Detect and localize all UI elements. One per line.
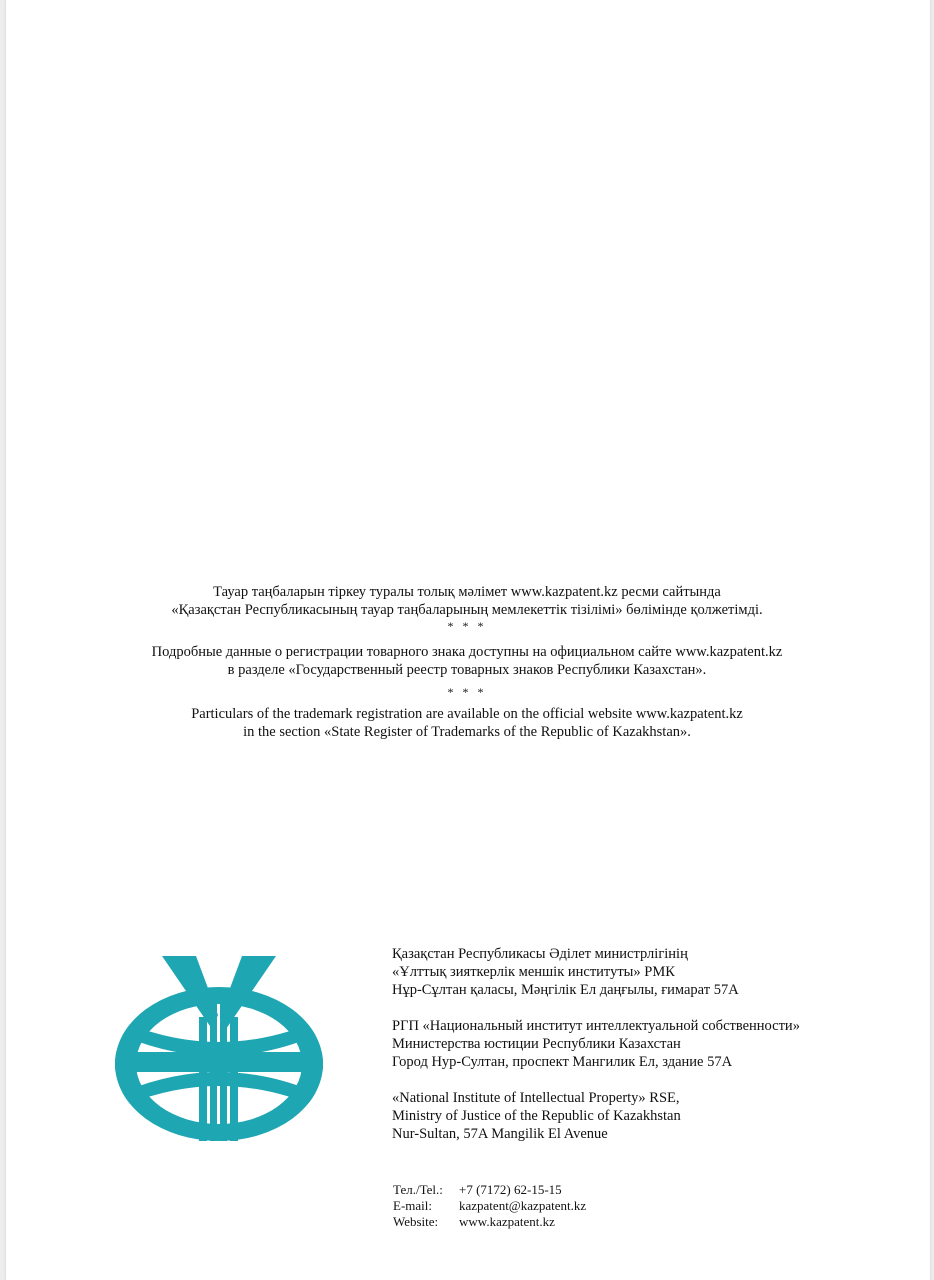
address-en-line-3: Nur-Sultan, 57A Mangilik El Avenue xyxy=(392,1126,608,1142)
notice-en-line-2: in the section «State Register of Trademarks of the Republic of Kazakhstan». xyxy=(243,724,691,740)
contact-email-row xyxy=(393,1198,586,1214)
contact-info xyxy=(393,1182,586,1230)
registration-notice xyxy=(0,583,934,741)
notice-ru-line-1: Подробные данные о регистрации товарного знака доступны на официальном сайте www.kazpatent.kz xyxy=(151,644,783,660)
address-kk-line-2: «Ұлттық зияткерлік меншік институты» РМК xyxy=(392,964,675,980)
notice-kk-line-2: «Қазақстан Республикасының тауар таңбаларының мемлекеттік тізілімі» бөлімінде қолжетімді. xyxy=(171,602,763,618)
address-en xyxy=(392,1089,912,1143)
address-ru xyxy=(392,1017,912,1071)
contact-website-row xyxy=(393,1214,586,1230)
notice-en-line-1: Particulars of the trademark registration are available on the official website www.kazpatent.kz xyxy=(191,706,743,722)
separator-stars-1: * * * xyxy=(447,619,487,633)
website-label: Website: xyxy=(393,1214,439,1229)
email-label: E-mail: xyxy=(393,1198,432,1213)
address-ru-line-2: Министерства юстиции Республики Казахстан xyxy=(392,1036,681,1052)
address-kk-line-1: Қазақстан Республикасы Әділет министрлігінің xyxy=(392,946,688,962)
contact-tel-row xyxy=(393,1182,586,1198)
notice-kk-line-1: Тауар таңбаларын тіркеу туралы толық мәлімет www.kazpatent.kz ресми сайтында xyxy=(213,584,721,600)
address-kk-line-3: Нұр-Сұлтан қаласы, Мәңгілік Ел даңғылы, ғимарат 57А xyxy=(392,982,739,998)
address-ru-line-3: Город Нур-Султан, проспект Мангилик Ел, здание 57А xyxy=(392,1054,733,1070)
address-en-line-2: Ministry of Justice of the Republic of Kazakhstan xyxy=(392,1108,681,1124)
tel-label: Тел./Tel.: xyxy=(393,1182,443,1197)
notice-ru-line-2: в разделе «Государственный реестр товарных знаков Республики Казахстан». xyxy=(227,662,707,678)
address-ru-line-1: РГП «Национальный институт интеллектуальной собственности» xyxy=(392,1018,800,1034)
address-kk xyxy=(392,945,912,999)
separator-stars-2: * * * xyxy=(447,685,487,699)
address-en-line-1: «National Institute of Intellectual Property» RSE, xyxy=(392,1090,680,1106)
website-value: www.kazpatent.kz xyxy=(459,1214,555,1229)
kazpatent-emblem-icon xyxy=(112,955,326,1143)
email-value: kazpatent@kazpatent.kz xyxy=(459,1198,587,1213)
tel-value: +7 (7172) 62-15-15 xyxy=(459,1182,562,1197)
institute-address xyxy=(392,945,912,1161)
